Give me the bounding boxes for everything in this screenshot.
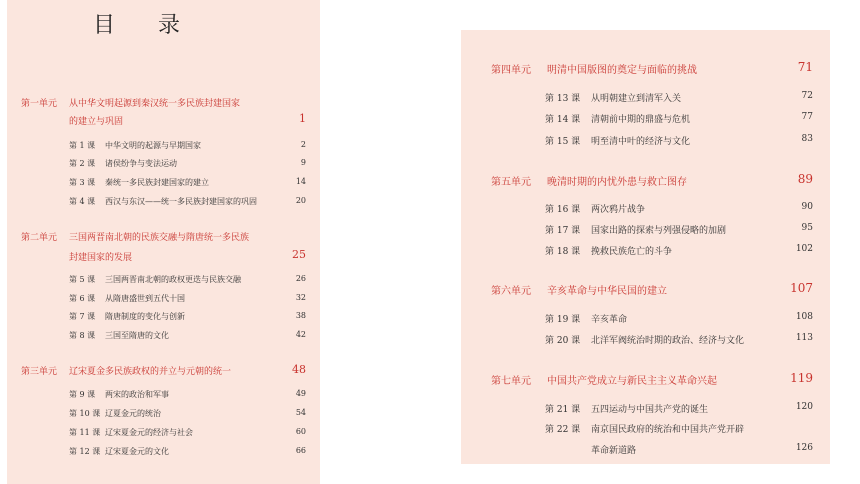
lesson-row[interactable] (69, 330, 306, 342)
lesson-number: 第 7 课 (69, 312, 96, 321)
unit-title-line1: 中国共产党成立与新民主主义革命兴起 (547, 376, 717, 387)
lesson-number: 第 6 课 (69, 294, 96, 303)
lesson-number: 第 16 课 (545, 205, 581, 215)
lesson-number: 第 1 课 (69, 141, 96, 150)
lesson-title: 辽宋夏金元的文化 (105, 447, 169, 456)
unit-page-number: 119 (790, 371, 813, 385)
lesson-row[interactable] (69, 311, 306, 323)
lesson-row[interactable] (69, 408, 306, 420)
lesson-row[interactable] (545, 112, 813, 125)
unit-2-heading[interactable] (21, 230, 306, 263)
lesson-page: 9 (300, 158, 306, 167)
left-page (7, 0, 320, 484)
lesson-number: 第 2 课 (69, 159, 96, 168)
lesson-row[interactable] (545, 333, 813, 346)
lesson-row[interactable] (545, 223, 813, 236)
lesson-title: 秦统一多民族封建国家的建立 (105, 178, 209, 187)
lesson-title: 清朝前中期的鼎盛与危机 (591, 115, 691, 125)
lesson-row[interactable] (69, 274, 306, 286)
unit-5-heading[interactable] (491, 173, 813, 189)
lesson-title: 国家出路的探索与列强侵略的加剧 (591, 226, 727, 236)
lesson-title: 中华文明的起源与早期国家 (105, 141, 201, 150)
unit-page-number: 71 (797, 60, 813, 74)
unit-title-line1: 明清中国版图的奠定与面临的挑战 (547, 65, 697, 76)
lesson-row[interactable] (69, 158, 306, 170)
right-page (461, 30, 830, 464)
lesson-page: 20 (295, 196, 306, 205)
lesson-row[interactable] (69, 140, 306, 152)
lesson-row[interactable] (545, 312, 813, 325)
unit-label: 第六单元 (491, 286, 531, 297)
unit-3-heading[interactable] (21, 364, 306, 380)
lesson-number: 第 15 课 (545, 137, 581, 147)
lesson-title: 三国两晋南北朝的政权更迭与民族交融 (105, 275, 241, 284)
lesson-title: 挽救民族危亡的斗争 (591, 247, 673, 257)
unit-7-heading[interactable] (491, 372, 813, 388)
lesson-page: 102 (795, 244, 813, 254)
unit-page-number: 48 (292, 363, 306, 376)
unit-page-number: 107 (790, 281, 813, 295)
unit-4-heading[interactable] (491, 61, 813, 77)
lesson-page: 90 (801, 202, 813, 212)
lesson-row[interactable] (545, 91, 813, 104)
lesson-title: 从明朝建立到清军入关 (591, 94, 682, 104)
unit-title-line1: 三国两晋南北朝的民族交融与隋唐统一多民族 (69, 233, 250, 243)
lesson-number: 第 11 课 (69, 428, 101, 437)
unit-label: 第四单元 (491, 65, 531, 76)
unit-title-line2: 的建立与巩固 (69, 117, 124, 127)
lesson-page: 38 (295, 311, 306, 320)
unit-title-line1: 晚清时期的内忧外患与救亡图存 (547, 177, 687, 188)
lesson-title: 北洋军阀统治时期的政治、经济与文化 (591, 336, 745, 346)
lesson-page: 60 (295, 427, 306, 436)
lesson-row[interactable] (69, 427, 306, 439)
lesson-title: 明至清中叶的经济与文化 (591, 137, 691, 147)
lesson-page: 54 (295, 408, 306, 417)
unit-label: 第二单元 (21, 233, 58, 243)
lesson-number: 第 3 课 (69, 178, 96, 187)
lesson-page: 126 (795, 443, 813, 453)
unit-page-number: 25 (292, 248, 306, 261)
unit-6-heading[interactable] (491, 282, 813, 298)
lesson-number: 第 19 课 (545, 315, 581, 325)
lesson-row[interactable] (69, 293, 306, 305)
unit-title-line1: 从中华文明起源到秦汉统一多民族封建国家 (69, 99, 241, 109)
lesson-title: 两宋的政治和军事 (105, 390, 169, 399)
lesson-page: 14 (295, 177, 306, 186)
lesson-row[interactable] (69, 389, 306, 401)
lesson-page: 26 (295, 274, 306, 283)
lesson-title: 三国至隋唐的文化 (105, 331, 169, 340)
toc-title: 目 录 (93, 13, 198, 38)
lesson-title-line2: 革命新道路 (591, 446, 637, 456)
lesson-number: 第 4 课 (69, 197, 96, 206)
lesson-title: 隋唐制度的变化与创新 (105, 312, 185, 321)
lesson-number: 第 13 课 (545, 94, 581, 104)
lesson-page: 42 (295, 330, 306, 339)
lesson-title: 五四运动与中国共产党的诞生 (591, 405, 709, 415)
unit-1-heading[interactable] (21, 96, 306, 126)
lesson-number: 第 18 课 (545, 247, 581, 257)
lesson-row[interactable] (545, 202, 813, 215)
lesson-row[interactable] (69, 177, 306, 189)
lesson-page: 66 (295, 446, 306, 455)
unit-label: 第七单元 (491, 376, 531, 387)
unit-page-number: 89 (797, 172, 813, 186)
unit-title-line1: 辛亥革命与中华民国的建立 (547, 286, 667, 297)
unit-page-number: 1 (299, 112, 306, 125)
lesson-page: 32 (295, 293, 306, 302)
lesson-page: 120 (795, 402, 813, 412)
lesson-page: 72 (801, 91, 813, 101)
lesson-title: 从隋唐盛世到五代十国 (105, 294, 185, 303)
lesson-row[interactable] (69, 446, 306, 458)
lesson-number: 第 21 课 (545, 405, 581, 415)
lesson-page: 2 (300, 140, 306, 149)
lesson-title: 南京国民政府的统治和中国共产党开辟 (591, 425, 745, 435)
lesson-number: 第 5 课 (69, 275, 96, 284)
lesson-number: 第 8 课 (69, 331, 96, 340)
lesson-number: 第 9 课 (69, 390, 96, 399)
lesson-title: 辽宋夏金元的经济与社会 (105, 428, 193, 437)
lesson-row[interactable] (545, 244, 813, 257)
lesson-title: 西汉与东汉——统一多民族封建国家的巩固 (105, 197, 257, 206)
unit-label: 第一单元 (21, 99, 58, 109)
lesson-row[interactable] (545, 402, 813, 415)
lesson-number: 第 14 课 (545, 115, 581, 125)
lesson-row[interactable] (545, 422, 813, 456)
lesson-page: 108 (795, 312, 813, 322)
lesson-page: 77 (801, 112, 813, 122)
lesson-number: 第 12 课 (69, 447, 101, 456)
lesson-number: 第 17 课 (545, 226, 581, 236)
unit-label: 第五单元 (491, 177, 531, 188)
unit-title-line2: 封建国家的发展 (69, 253, 133, 263)
lesson-number: 第 22 课 (545, 425, 581, 435)
lesson-title: 诸侯纷争与变法运动 (105, 159, 177, 168)
lesson-number: 第 10 课 (69, 409, 101, 418)
lesson-page: 49 (295, 389, 306, 398)
lesson-title: 两次鸦片战争 (591, 205, 646, 215)
lesson-number: 第 20 课 (545, 336, 581, 346)
lesson-title: 辛亥革命 (591, 315, 628, 325)
unit-label: 第三单元 (21, 367, 58, 377)
lesson-row[interactable] (545, 134, 813, 147)
unit-title-line1: 辽宋夏金多民族政权的并立与元朝的统一 (69, 367, 232, 377)
lesson-page: 83 (801, 134, 813, 144)
lesson-title: 辽夏金元的统治 (105, 409, 161, 418)
lesson-page: 95 (801, 223, 813, 233)
lesson-row[interactable] (69, 196, 306, 208)
lesson-page: 113 (795, 333, 813, 343)
